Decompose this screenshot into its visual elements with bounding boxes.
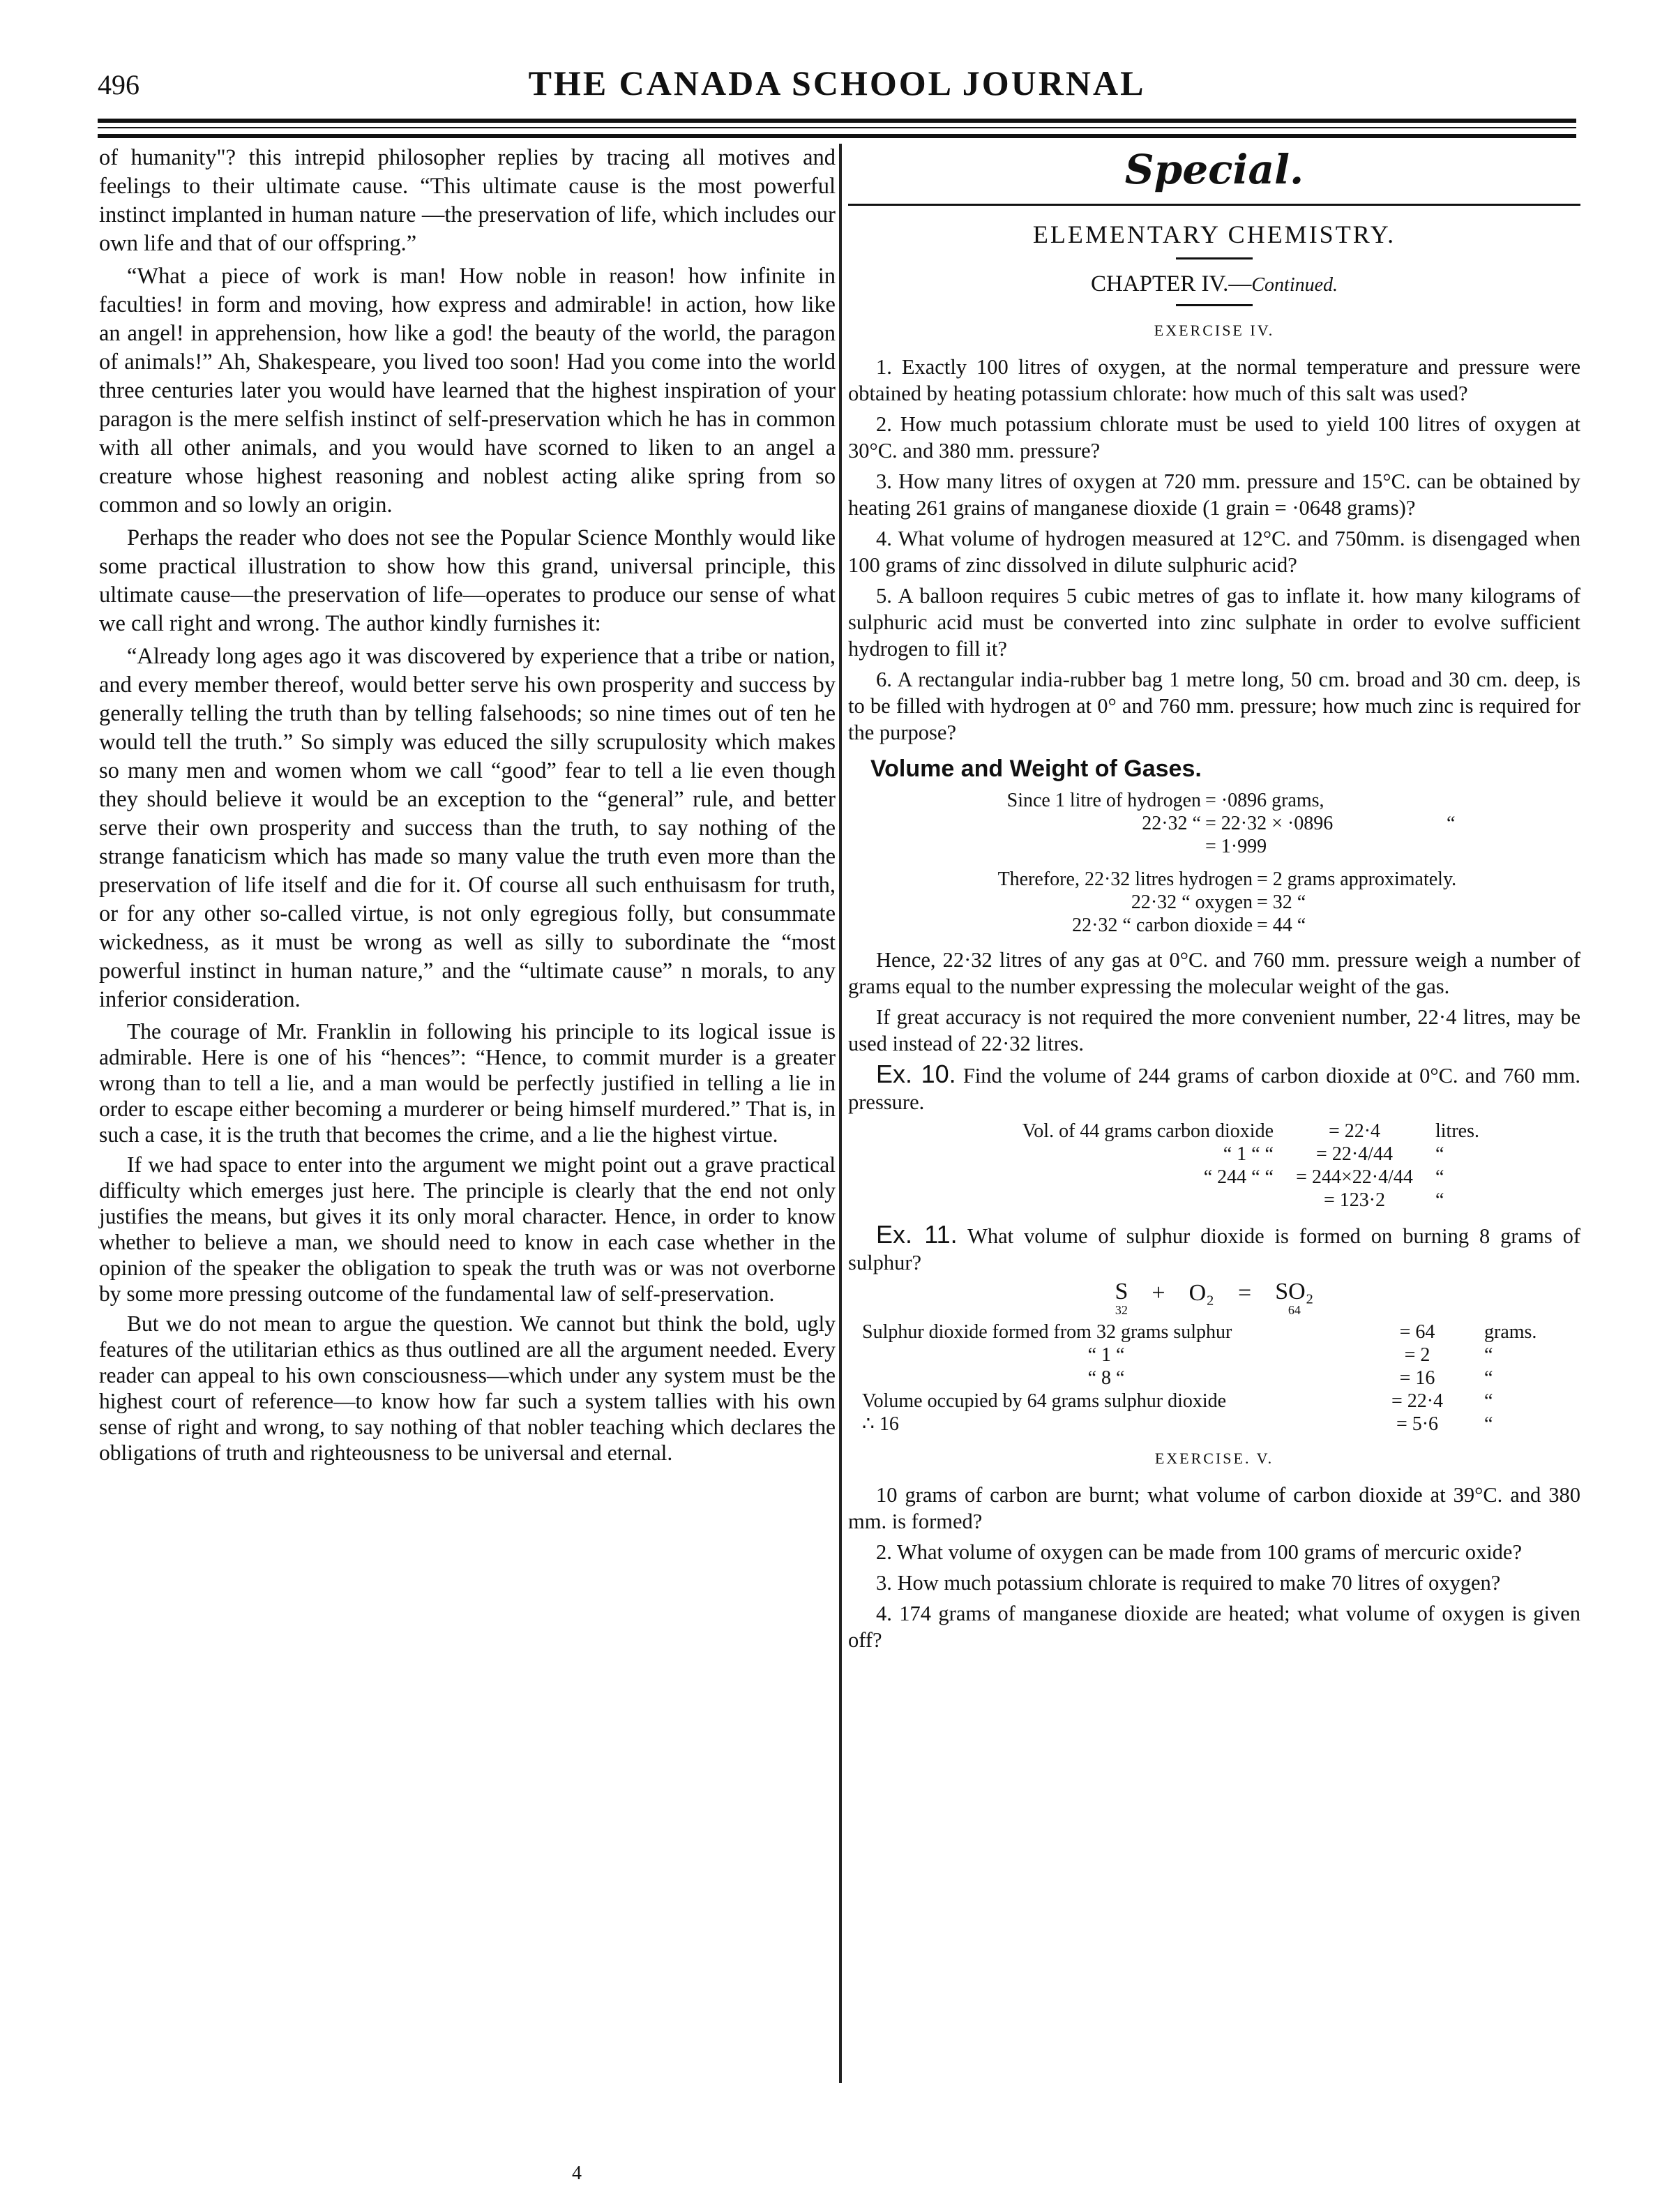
equals-sign: = <box>1238 1280 1252 1306</box>
header-rule-bottom <box>98 134 1576 138</box>
example-11 <box>848 1221 1580 1276</box>
paragraph: The courage of Mr. Franklin in following his principle to its logical issue is admirable. Here is one of his “hences”: “Hence, to commit murder is a greater wrong than to tell a lie, and a man would be perfectly justified in telling a lie in order to escape either becoming a murderer or being himself murdered.” That is, in such a case, it is the truth that becomes the crime, and a lie the highest virtue. <box>99 1019 836 1147</box>
table-cell: = 22·4 <box>1391 1390 1444 1412</box>
example-10 <box>848 1061 1580 1115</box>
chapter-continued: Continued. <box>1251 274 1338 296</box>
table-cell: “ <box>1435 1143 1444 1165</box>
header-rule-top <box>98 119 1576 123</box>
table-cell: = 123·2 <box>1323 1189 1386 1211</box>
short-rule <box>1176 257 1253 259</box>
formula-cell: 22·32 “ <box>1142 813 1201 834</box>
symbol-s: S <box>1115 1279 1128 1304</box>
formula-cell: = 2 grams approximately. <box>1257 868 1457 890</box>
plus-sign: + <box>1152 1280 1165 1306</box>
exercise-iv-heading: EXERCISE IV. <box>1154 322 1275 339</box>
exercise-item: 6. A rectangular india-rubber bag 1 metre long, 50 cm. broad and 30 cm. deep, is to be filled with hydrogen at 0° and 760 mm. pressure; how much zinc is required for the purpose? <box>848 668 1580 744</box>
section-title: Special. <box>1124 146 1304 193</box>
table-cell: “ 8 “ <box>1087 1367 1125 1389</box>
paragraph-hence: Hence, 22·32 litres of any gas at 0°C. and 760 mm. pressure weigh a number of grams equal to the number expressing the molecular weight of the gas. <box>848 948 1580 998</box>
table-cell: “ <box>1484 1367 1493 1389</box>
formula-cell <box>1447 835 1558 858</box>
table-cell: “ 244 “ “ <box>1203 1166 1274 1188</box>
footer-mark: 4 <box>572 2162 582 2184</box>
table-cell: “ <box>1484 1413 1493 1435</box>
journal-title: THE CANADA SCHOOL JOURNAL <box>528 63 1146 103</box>
formula-cell: Therefore, 22·32 litres hydrogen <box>997 868 1253 890</box>
formula-cell: Since 1 litre of hydrogen <box>1006 790 1201 811</box>
left-column <box>99 144 836 1470</box>
table-cell: = 5·6 <box>1396 1413 1439 1435</box>
example-10-label: Ex. 10. <box>876 1060 956 1088</box>
sulphur-equation <box>848 1280 1580 1316</box>
exercise-item: 2. How much potassium chlorate must be used to yield 100 litres of oxygen at 30°C. and 380 mm. pressure? <box>848 412 1580 462</box>
table-cell: = 244×22·4/44 <box>1296 1166 1413 1188</box>
table-cell: “ <box>1484 1390 1493 1412</box>
chapter-heading <box>848 271 1580 299</box>
volume-formula-2 <box>890 868 1580 937</box>
equation-sulphur <box>1115 1280 1128 1316</box>
table-cell: = 64 <box>1399 1321 1435 1343</box>
formula-cell: = 22·32 × ·0896 <box>1205 813 1334 834</box>
article-title: ELEMENTARY CHEMISTRY. <box>1032 220 1396 248</box>
weight-s: 32 <box>1115 1303 1128 1317</box>
table-cell: “ <box>1435 1166 1444 1188</box>
equation-so2 <box>1275 1280 1313 1316</box>
paragraph: But we do not mean to argue the question. We cannot but think the bold, ugly features of the utilitarian ethics as thus outlined are all the argument needed. Every reader can appeal to his own consciousness—which under any system must be the highest court of reference—to know how far such a system tallies with his own sense of right and wrong, to say nothing of that nobler teaching which declares the obligations of truth and righteousness to be universal and eternal. <box>99 1311 836 1465</box>
table-cell <box>883 1189 1274 1212</box>
symbol-so2: SO₂ <box>1275 1279 1314 1304</box>
table-cell: = 22·4 <box>1328 1120 1381 1142</box>
formula-cell: = 44 “ <box>1257 915 1306 936</box>
exercise-item: 4. 174 grams of manganese dioxide are heated; what volume of oxygen is given off? <box>848 1602 1580 1652</box>
example-11-text: What volume of sulphur dioxide is formed on burning 8 grams of sulphur? <box>848 1224 1581 1274</box>
example-11-table <box>862 1321 1580 1436</box>
table-cell: = 22·4/44 <box>1316 1143 1393 1165</box>
exercise-item: 10 grams of carbon are burnt; what volume of carbon dioxide at 39°C. and 380 mm. is formed? <box>848 1483 1580 1533</box>
paragraph-accuracy: If great accuracy is not required the more convenient number, 22·4 litres, may be used instead of 22·32 litres. <box>848 1005 1580 1055</box>
exercise-item: 2. What volume of oxygen can be made from 100 grams of mercuric oxide? <box>876 1540 1522 1564</box>
exercise-item: 5. A balloon requires 5 cubic metres of gas to inflate it. how many kilograms of sulphuric acid must be converted into zinc sulphate in order to evolve sufficient hydrogen to fill it? <box>848 584 1580 661</box>
formula-cell: 22·32 “ carbon dioxide <box>1072 915 1253 936</box>
header-rule-middle <box>98 127 1576 128</box>
table-cell: Sulphur dioxide formed from 32 grams sulphur <box>862 1321 1232 1343</box>
paragraph: “Already long ages ago it was discovered by experience that a tribe or nation, and every member thereof, would better serve his own prosperity and success by generally telling the truth than by telling falsehoods; so nine times out of ten he would tell the truth.” So simply was educed the silly scrupulosity which makes so many men and women whom we call “good” fear to tell a lie even though they should believe it would be an exception to the “general” rule, and better serve their own prosperity and success than the truth, to say nothing of the strange fanaticism which has made so many value the truth even more than the preservation of life itself and die for it. Of course all such enthuisasm for truth, or for any other so-called virtue, is not only egregious folly, but consummate wickedness, as it must be wrong as well as silly to subordinate the “most powerful instinct in human nature,” and the “ultimate cause” n morals, to any inferior consideration. <box>99 644 836 1012</box>
table-cell: Vol. of 44 grams carbon dioxide <box>1022 1120 1274 1142</box>
weight-so2: 64 <box>1288 1303 1301 1317</box>
formula-cell <box>848 789 981 812</box>
table-cell: = 16 <box>1399 1367 1435 1389</box>
exercise-item: 3. How many litres of oxygen at 720 mm. pressure and 15°C. can be obtained by heating 261 grains of manganese dioxide (1 grain = ·0648 grams)? <box>848 469 1580 520</box>
paragraph: If we had space to enter into the argument we might point out a grave practical difficulty which emerges just here. The principle is clearly that the end not only justifies the means, but gives it its only moral character. Hence, in order to know whether to believe a man, we should need to know in each case whether in the opinion of the speaker the obligation to speak the truth was or was not overborne by some more pressing outcome of the fundamental law of self-preservation. <box>99 1152 836 1306</box>
page-number: 496 <box>98 69 139 100</box>
short-rule <box>1176 304 1253 306</box>
paragraph: “What a piece of work is man! How noble in reason! how infinite in faculties! in form and moving, how express and admirable! in action, how like an angel! in apprehension, how like a god! the beauty of the world, the paragon of animals!” Ah, Shakespeare, you lived too soon! Had you come into the world three centuries later you would have learned that the highest inspiration of your paragon is the mere selfish instinct of self-preservation which he has in common with all other animals, and you would have scorned to liken to an angel a creature whose highest reasoning and noblest acting alike spring from so common and so lowly an origin. <box>99 264 836 518</box>
example-10-table <box>883 1120 1580 1212</box>
table-cell: “ 1 “ “ <box>1223 1143 1274 1165</box>
section-rule <box>848 204 1580 206</box>
formula-cell <box>848 835 981 858</box>
table-cell: “ 1 “ <box>1087 1344 1125 1366</box>
symbol-o2: O₂ <box>1188 1280 1214 1306</box>
right-column <box>848 144 1580 1657</box>
example-11-label: Ex. 11. <box>876 1220 958 1249</box>
table-cell: ∴ 16 <box>862 1413 899 1435</box>
paragraph: Perhaps the reader who does not see the Popular Science Monthly would like some practical illustration to show how this grand, universal principle, this ultimate cause—the preservation of life—operates to produce our sense of what we call right and wrong. The author kindly furnishes it: <box>99 525 836 636</box>
page-header <box>98 63 1576 119</box>
formula-cell <box>985 835 1201 858</box>
formula-cell: = ·0896 grams, <box>1205 790 1324 811</box>
formula-cell: 22·32 “ oxygen <box>1131 891 1253 913</box>
paragraph: of humanity"? this intrepid philosopher replies by tracing all motives and feelings to their ultimate cause. “This ultimate cause is the most powerful instinct implanted in human nature —the preservation of life, which includes our own life and that of our offspring.” <box>99 145 836 256</box>
formula-cell: = 1·999 <box>1205 836 1267 857</box>
exercise-item: 4. What volume of hydrogen measured at 12°C. and 750mm. is disengaged when 100 grams of zinc dissolved in dilute sulphuric acid? <box>848 527 1580 577</box>
formula-cell <box>848 812 981 835</box>
exercise-item: 3. How much potassium chlorate is required to make 70 litres of oxygen? <box>876 1571 1501 1595</box>
table-cell: “ <box>1484 1344 1493 1366</box>
table-cell: litres. <box>1435 1120 1479 1142</box>
formula-cell: = 32 “ <box>1257 891 1306 913</box>
table-cell: grams. <box>1484 1321 1537 1343</box>
column-divider <box>839 144 842 2083</box>
chapter-label: CHAPTER IV.— <box>1090 271 1252 296</box>
table-cell: Volume occupied by 64 grams sulphur dioxide <box>862 1390 1227 1412</box>
volume-formula-1 <box>848 789 1580 858</box>
table-cell: = 2 <box>1404 1344 1430 1366</box>
exercise-item: 1. Exactly 100 litres of oxygen, at the normal temperature and pressure were obtained by heating potassium chlorate: how much of this salt was used? <box>848 355 1580 405</box>
volume-weight-heading: Volume and Weight of Gases. <box>870 755 1202 782</box>
example-10-text: Find the volume of 244 grams of carbon dioxide at 0°C. and 760 mm. pressure. <box>848 1064 1580 1114</box>
table-cell: “ <box>1435 1189 1444 1211</box>
formula-cell: “ <box>1447 813 1456 834</box>
exercise-v-heading: EXERCISE. V. <box>1154 1450 1274 1467</box>
formula-cell <box>1447 789 1558 812</box>
